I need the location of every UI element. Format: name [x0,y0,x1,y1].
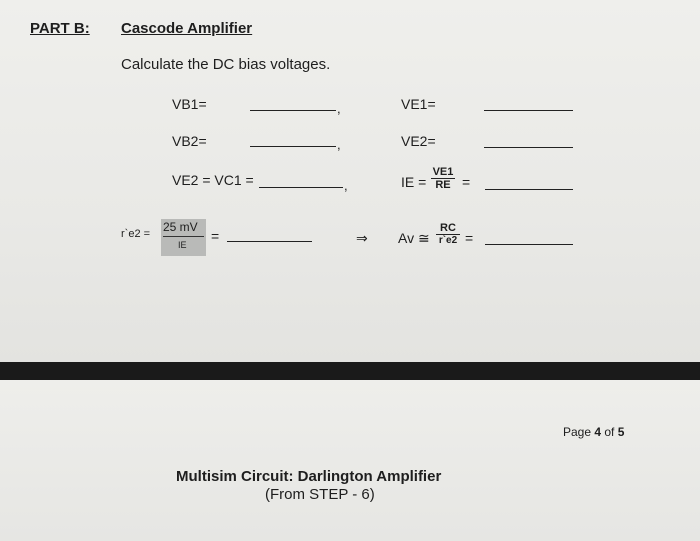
re2-label: r`e2 = [121,228,151,240]
ie-fraction [431,166,455,191]
re2-denominator: IE [178,240,187,250]
re2-equals: = [211,228,220,244]
comma: , [337,101,341,116]
page-number-prefix: Page [563,425,595,439]
page-number-current: 4 [594,425,602,439]
ve2-vc1-label: VE2 = VC1 = [172,172,254,188]
ie-blank[interactable] [485,189,573,190]
av-label: Av ≅ [398,230,430,246]
av-blank[interactable] [485,244,573,245]
section-title: Cascode Amplifier [121,20,253,37]
part-label: PART B: [30,20,90,37]
ve2-label: VE2= [401,133,436,149]
ve1-label: VE1= [401,96,436,112]
av-equals: = [465,230,474,246]
ve2-blank[interactable] [484,147,573,148]
page-number-mid: of [601,425,618,439]
vb1-blank[interactable] [250,110,336,111]
comma: , [344,178,348,193]
av-fraction [436,222,460,246]
page-divider [0,362,700,380]
instruction-text: Calculate the DC bias voltages. [121,56,331,73]
fraction-bar [163,236,204,237]
vb2-blank[interactable] [250,146,336,147]
av-denominator: r`e2 [438,235,458,246]
implies-arrow-icon: ⇒ [356,230,368,246]
vb1-label: VB1= [172,96,207,112]
av-numerator: RC [436,222,460,235]
ie-equals: = [462,174,471,190]
re2-numerator: 25 mV [163,220,198,234]
comma: , [337,137,341,152]
page-number [563,425,624,439]
worksheet-page-bottom [0,380,700,541]
ve1-blank[interactable] [484,110,573,111]
vb2-label: VB2= [172,133,207,149]
ie-label: IE = [401,174,427,190]
footer-subtitle: (From STEP - 6) [265,486,375,503]
ie-denominator: RE [435,179,451,191]
ie-numerator: VE1 [432,166,454,178]
footer-title: Multisim Circuit: Darlington Amplifier [176,468,442,485]
page-number-total: 5 [617,425,625,439]
re2-blank[interactable] [227,241,312,242]
ve2-vc1-blank[interactable] [259,187,343,188]
